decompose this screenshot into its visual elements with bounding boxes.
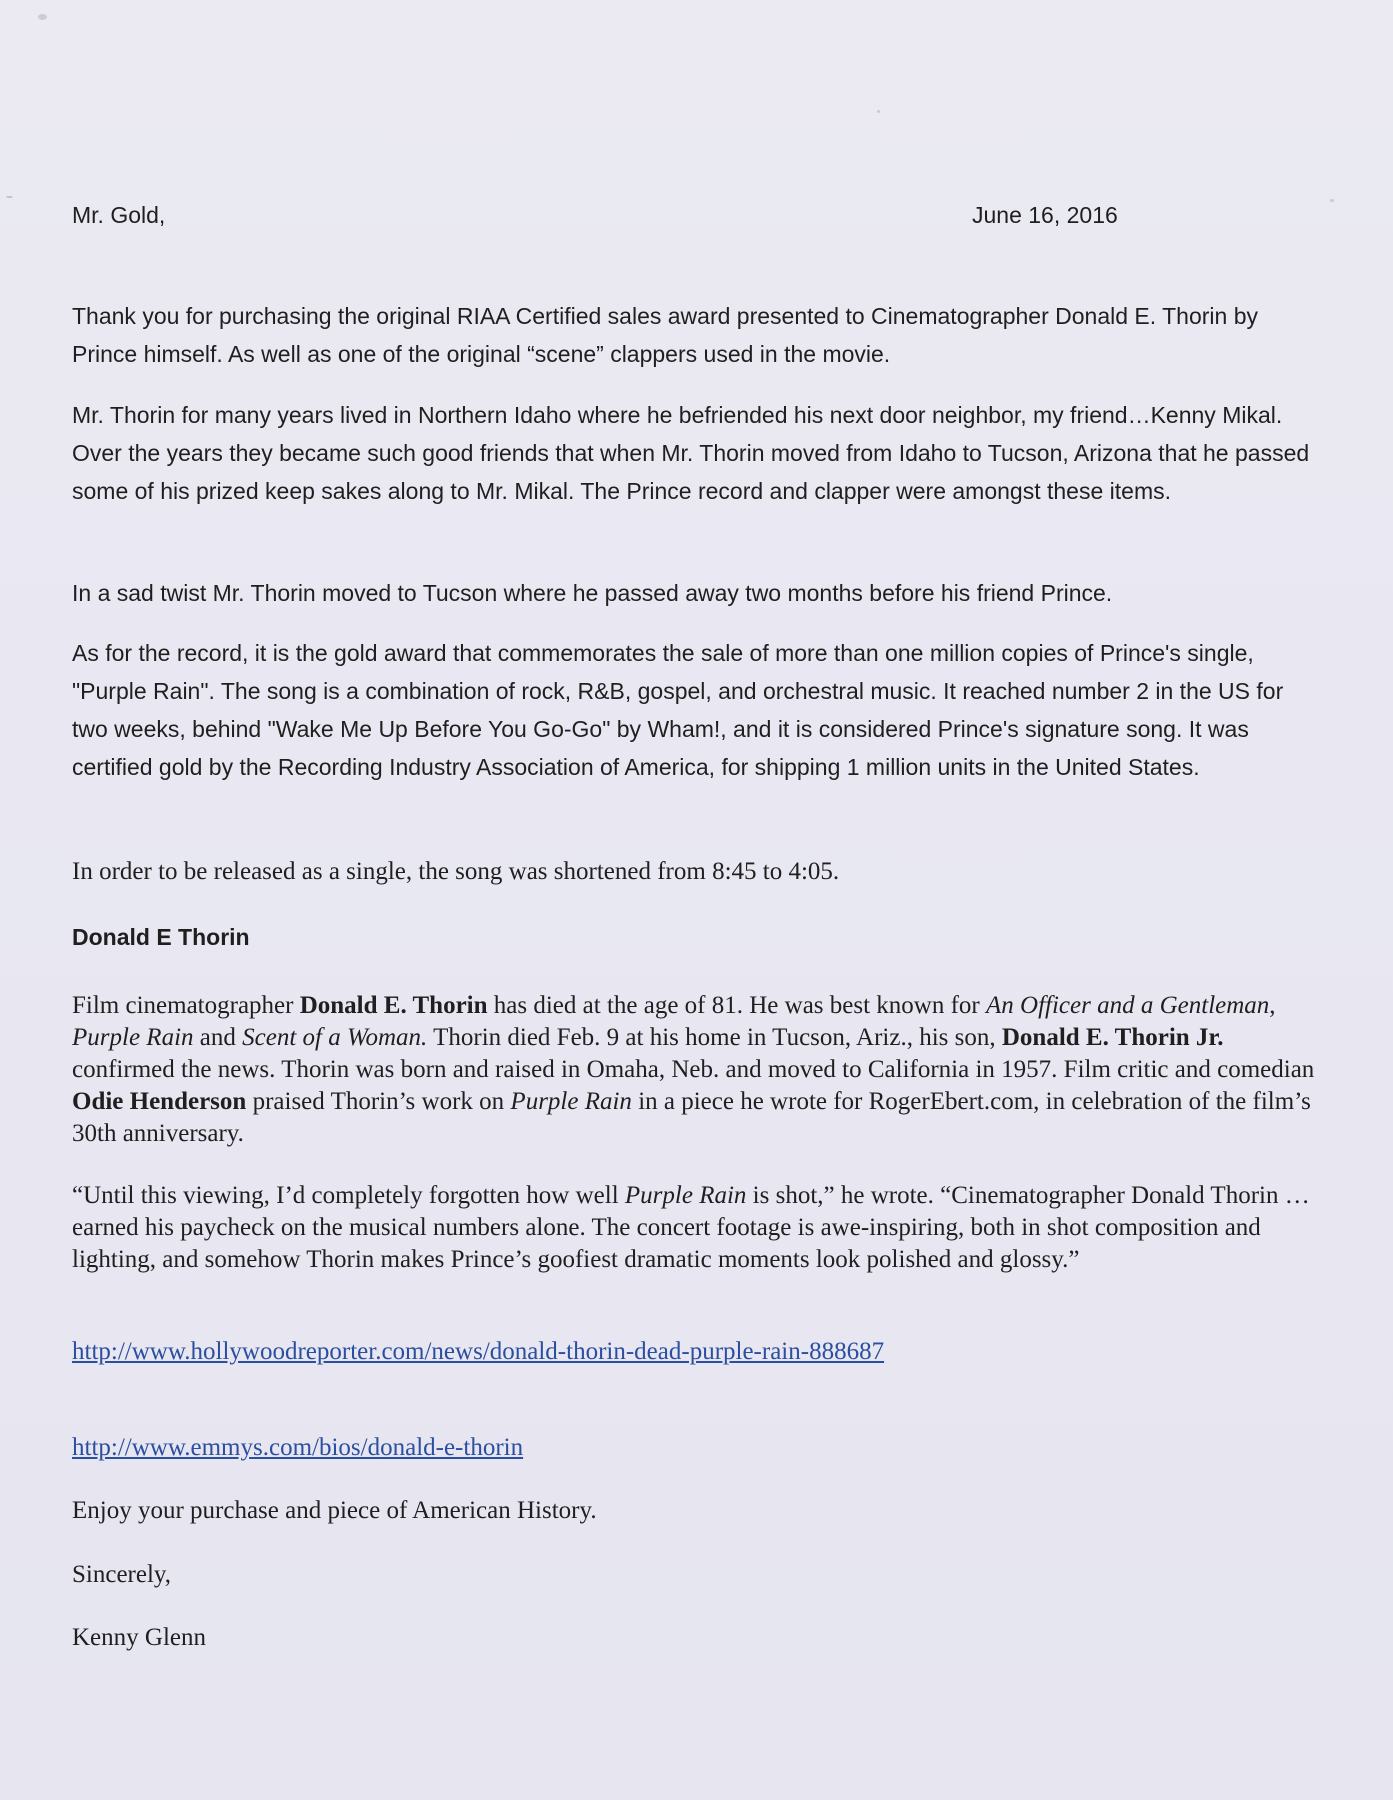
signoff: Sincerely, xyxy=(72,1561,172,1588)
scan-speck xyxy=(38,14,47,20)
bio-text: Film cinematographer xyxy=(72,992,300,1019)
salutation: Mr. Gold, xyxy=(72,202,166,228)
paragraph-single-edit: In order to be released as a single, the song was shortened from 8:45 to 4:05. xyxy=(72,858,840,885)
scan-speck xyxy=(6,196,13,198)
signature-name: Kenny Glenn xyxy=(72,1624,206,1651)
bio-text: confirmed the news. Thorin was born and raised in Omaha, Neb. and moved to California in 1957. Film critic and comedian xyxy=(72,1056,1315,1083)
letter-date: June 16, 2016 xyxy=(972,202,1118,228)
film-title: Scent of a Woman. xyxy=(242,1024,428,1051)
bio-text: , xyxy=(1269,992,1276,1019)
paragraph-record: As for the record, it is the gold award that commemorates the sale of more than one million copies of Prince's single, "Purple Rain". The song is a combination of rock, R&B, gospel, and orchestral music. It reached number 2 in the US for two weeks, behind "Wake Me Up Before You Go-Go" by Wham!, and it is considered Prince's signature song. It was certified gold by the Recording Industry Association of America, for shipping 1 million units in the United States. xyxy=(72,640,1284,780)
emmys-link[interactable]: http://www.emmys.com/bios/donald-e-thorin xyxy=(72,1434,524,1461)
bio-text: has died at the age of 81. He was best known for xyxy=(487,992,987,1019)
film-title: Purple Rain xyxy=(510,1088,632,1115)
closing-line: Enjoy your purchase and piece of American History. xyxy=(72,1497,597,1524)
bio-text: Thorin died Feb. 9 at his home in Tucson, Ariz., his son, xyxy=(427,1024,1002,1051)
section-heading: Donald E Thorin xyxy=(72,924,250,950)
bio-name: Donald E. Thorin xyxy=(299,992,488,1019)
bio-name: Donald E. Thorin Jr. xyxy=(1001,1024,1224,1051)
film-title: Purple Rain xyxy=(624,1182,747,1209)
scan-speck xyxy=(1330,199,1334,202)
scan-speck xyxy=(877,110,880,113)
bio-text: and xyxy=(193,1024,243,1051)
quote-paragraph xyxy=(72,1180,1322,1276)
bio-text: praised Thorin’s work on xyxy=(246,1088,511,1115)
quote-text: is shot,” he wrote. “Cinematographer Donald Thorin … earned his paycheck on the musical numbers alone. The concert footage is awe-inspiring, both in shot composition and lighting, and somehow Thorin makes Prince’s goofiest dramatic moments look polished and glossy.” xyxy=(72,1182,1310,1273)
paragraph-passing: In a sad twist Mr. Thorin moved to Tucson where he passed away two months before his friend Prince. xyxy=(72,580,1113,606)
bio-paragraph xyxy=(72,990,1322,1150)
film-title: An Officer and a Gentleman xyxy=(986,992,1270,1019)
film-title: Purple Rain xyxy=(72,1024,194,1051)
paragraph-purchase: Thank you for purchasing the original RIAA Certified sales award presented to Cinematographer Donald E. Thorin by Prince himself. As well as one of the original “scene” clappers used in the movie. xyxy=(72,303,1259,367)
bio-text: in a piece he wrote for RogerEbert.com, in celebration of the film’s 30th anniversary. xyxy=(72,1088,1311,1147)
paragraph-history: Mr. Thorin for many years lived in Northern Idaho where he befriended his next door neighbor, my friend…Kenny Mikal. Over the years they became such good friends that when Mr. Thorin moved from Idaho to Tucson, Arizona that he passed some of his prized keep sakes along to Mr. Mikal. The Prince record and clapper were amongst these items. xyxy=(72,402,1310,504)
bio-name: Odie Henderson xyxy=(72,1088,247,1115)
hollywood-reporter-link[interactable]: http://www.hollywoodreporter.com/news/donald-thorin-dead-purple-rain-888687 xyxy=(72,1338,885,1365)
quote-text: “Until this viewing, I’d completely forgotten how well xyxy=(72,1182,625,1209)
